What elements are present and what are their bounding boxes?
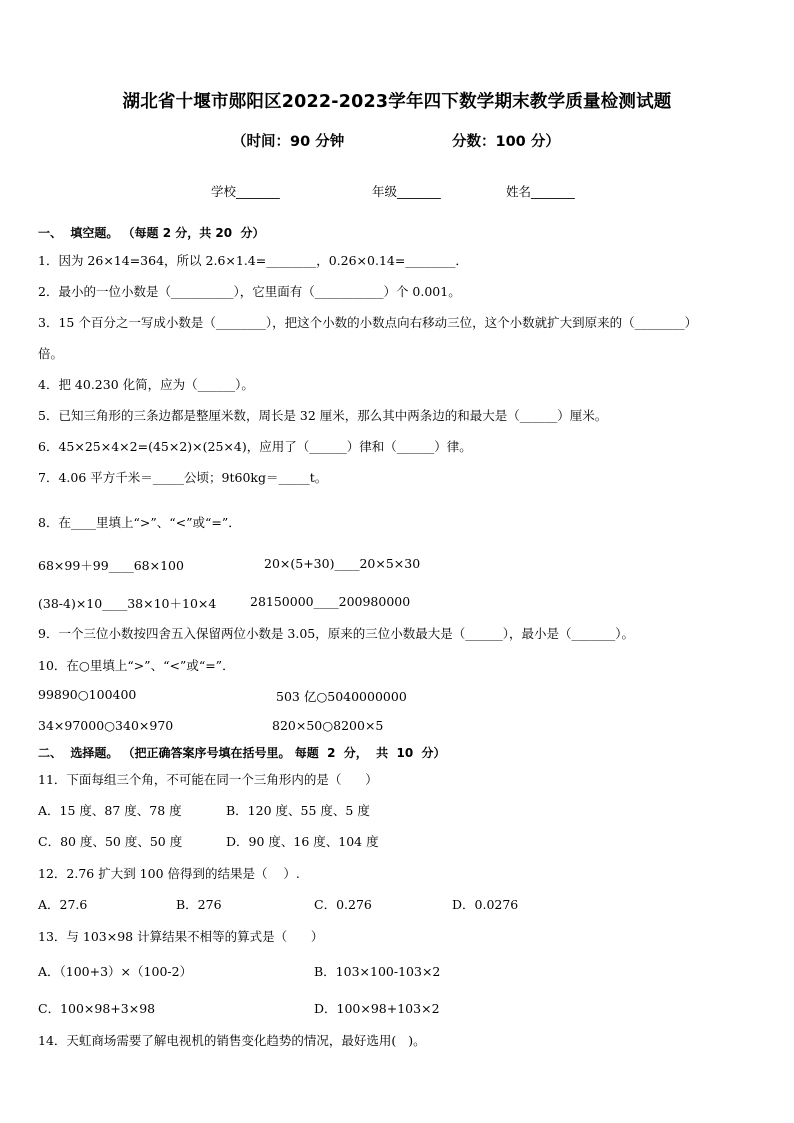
question-10-item-c: 34×97000○340×970 — [38, 718, 174, 733]
question-8-item-a: 68×99＋99____68×100 — [38, 558, 184, 573]
question-11: 11．下面每组三个角，不可能在同一个三角形内的是（ ） — [38, 772, 378, 787]
question-13-option-d: D．100×98+103×2 — [314, 1001, 440, 1016]
question-13-option-a: A．（100+3）×（100-2） — [38, 964, 193, 979]
section-2-heading: 二、 选择题。 （把正确答案序号填在括号里。 每题 2 分， 共 10 分） — [38, 746, 446, 760]
question-10-item-a: 99890○100400 — [38, 687, 137, 702]
question-9: 9．一个三位小数按四舍五入保留两位小数是 3.05，原来的三位小数最大是（______），最小是（_______）。 — [38, 626, 635, 641]
question-13: 13．与 103×98 计算结果不相等的算式是（ ） — [38, 929, 324, 944]
question-3: 3．15 个百分之一写成小数是（________），把这个小数的小数点向右移动三位，这个小数就扩大到原来的（________） — [38, 315, 698, 330]
question-7: 7．4.06 平方千米＝_____公顷；9t60kg＝_____t。 — [38, 470, 328, 485]
question-4: 4．把 40.230 化简，应为（______）。 — [38, 377, 254, 392]
question-12-option-c: C．0.276 — [314, 897, 372, 912]
exam-time: （时间：90 分钟 — [232, 134, 345, 150]
question-3-continued: 倍。 — [38, 346, 64, 361]
question-10-item-d: 820×50○8200×5 — [272, 718, 384, 733]
question-11-option-c: C．80 度、50 度、50 度 — [38, 834, 183, 849]
question-5: 5．已知三角形的三条边都是整厘米数，周长是 32 厘米，那么其中两条边的和最大是（______）厘米。 — [38, 408, 608, 423]
exam-title: 湖北省十堰市郧阳区2022-2023学年四下数学期末教学质量检测试题 — [122, 92, 672, 112]
exam-score: 分数：100 分） — [452, 134, 560, 150]
question-6: 6．45×25×4×2=(45×2)×(25×4)，应用了（______）律和（______）律。 — [38, 439, 472, 454]
question-8-item-c: (38-4)×10____38×10＋10×4 — [38, 596, 217, 611]
question-12-option-d: D．0.0276 — [452, 897, 519, 912]
question-11-option-a: A．15 度、87 度、78 度 — [38, 803, 182, 818]
question-8-item-b: 20×(5+30)____20×5×30 — [264, 556, 421, 571]
school-field: 学校_______ — [211, 184, 280, 199]
question-13-option-b: B．103×100-103×2 — [314, 964, 441, 979]
question-12-option-b: B．276 — [176, 897, 222, 912]
question-13-option-c: C．100×98+3×98 — [38, 1001, 156, 1016]
question-11-option-b: B．120 度、55 度、5 度 — [226, 803, 370, 818]
question-11-option-d: D．90 度、16 度、104 度 — [226, 834, 379, 849]
question-14: 14．天虹商场需要了解电视机的销售变化趋势的情况，最好选用( )。 — [38, 1033, 426, 1048]
question-12-option-a: A．27.6 — [38, 897, 88, 912]
section-1-heading: 一、 填空题。 （每题 2 分，共 20 分） — [38, 226, 265, 240]
question-1: 1．因为 26×14=364，所以 2.6×1.4=________，0.26×0.14=________． — [38, 253, 468, 268]
question-8: 8．在____里填上“>”、“<”或“=”． — [38, 515, 241, 530]
grade-field: 年级_______ — [372, 184, 441, 199]
name-field: 姓名_______ — [506, 184, 575, 199]
question-10: 10．在○里填上“>”、“<”或“=”． — [38, 658, 235, 673]
question-8-item-d: 28150000____200980000 — [250, 594, 411, 609]
question-2: 2．最小的一位小数是（__________），它里面有（___________）个 0.001。 — [38, 284, 461, 299]
question-10-item-b: 503 亿○5040000000 — [276, 689, 407, 704]
question-12: 12．2.76 扩大到 100 倍得到的结果是（ ）. — [38, 866, 300, 881]
